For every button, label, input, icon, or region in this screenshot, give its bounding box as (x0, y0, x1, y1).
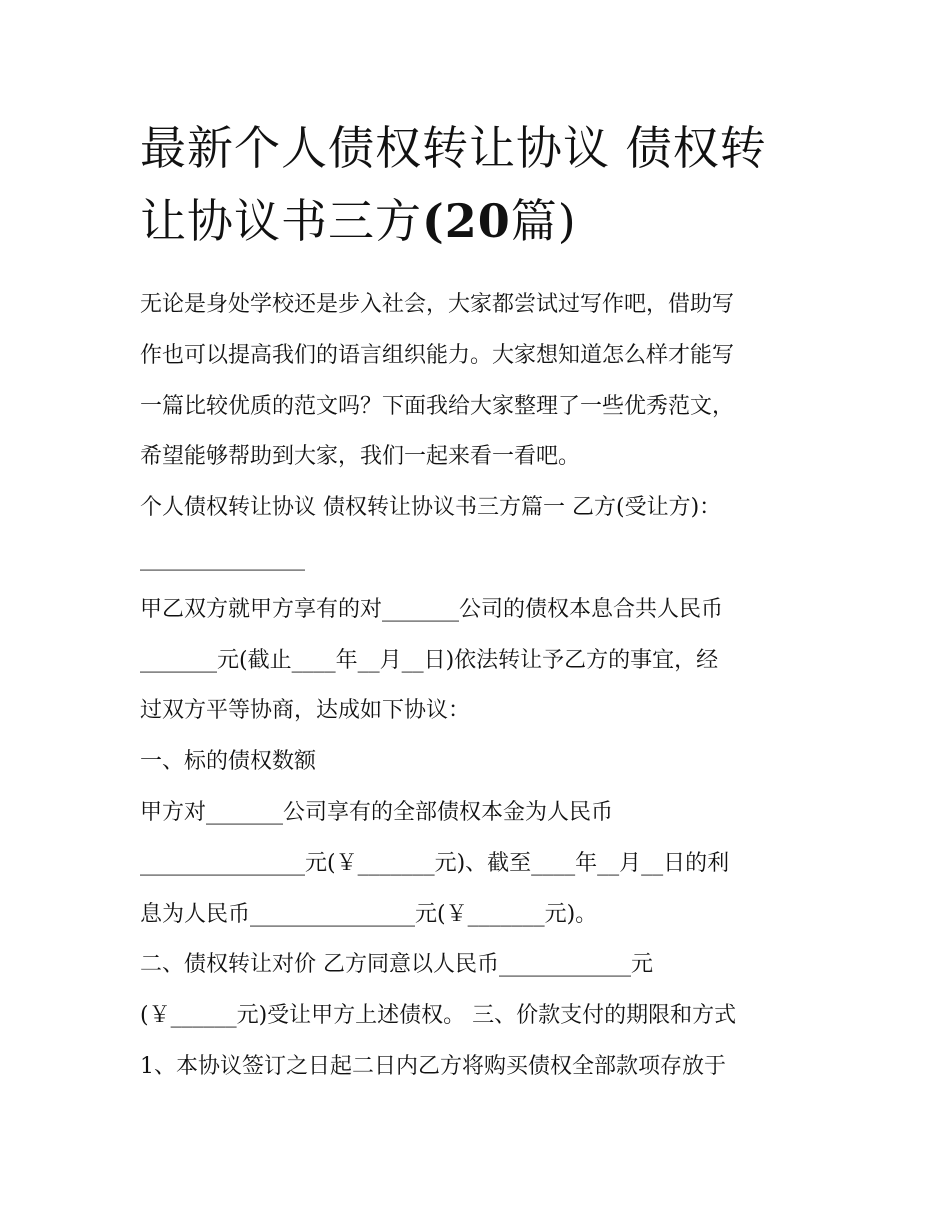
section-heading: 二、债权转让对价 乙方同意以人民币____________元 (140, 952, 653, 978)
body-line: 甲乙双方就甲方享有的对_______公司的债权本息合共人民币 (140, 596, 724, 622)
title-line-2-suffix: 篇) (510, 194, 577, 248)
title-line-2-count: (20 (422, 194, 511, 248)
body-line: 无论是身处学校还是步入社会，大家都尝试过写作吧，借助写 (140, 292, 735, 317)
section-heading: 一、标的债权数额 (140, 749, 317, 775)
body-line: 一篇比较优质的范文吗？下面我给大家整理了一些优秀范文， (140, 393, 735, 419)
body-line: 甲方对_______公司享有的全部债权本金为人民币 (140, 799, 614, 825)
document-page (140, 112, 820, 1093)
body-line: _______________元(￥_______元)、截至____年__月__日的利 (140, 850, 730, 876)
document-title (140, 112, 820, 258)
body-line: 希望能够帮助到大家，我们一起来看一看吧。 (140, 444, 581, 470)
title-line-1: 最新个人债权转让协议 债权转 (140, 121, 767, 175)
body-line: 息为人民币_______________元(￥_______元)。 (140, 901, 598, 927)
body-line: _______元(截止____年__月__日)依法转让予乙方的事宜，经 (140, 647, 719, 673)
title-line-2-text: 让协议书三方 (140, 194, 422, 248)
body-line: 个人债权转让协议 债权转让协议书三方篇一 乙方(受让方)： (140, 495, 722, 521)
body-line: 过双方平等协商，达成如下协议： (140, 698, 471, 724)
document-body (140, 280, 820, 1093)
body-line: 1、本协议签订之日起二日内乙方将购买债权全部款项存放于 (140, 1053, 726, 1079)
body-line: _______________ (140, 545, 305, 571)
body-line: 作也可以提高我们的语言组织能力。大家想知道怎么样才能写 (140, 342, 735, 368)
body-line: (￥______元)受让甲方上述债权。 三、价款支付的期限和方式 (140, 1003, 737, 1029)
